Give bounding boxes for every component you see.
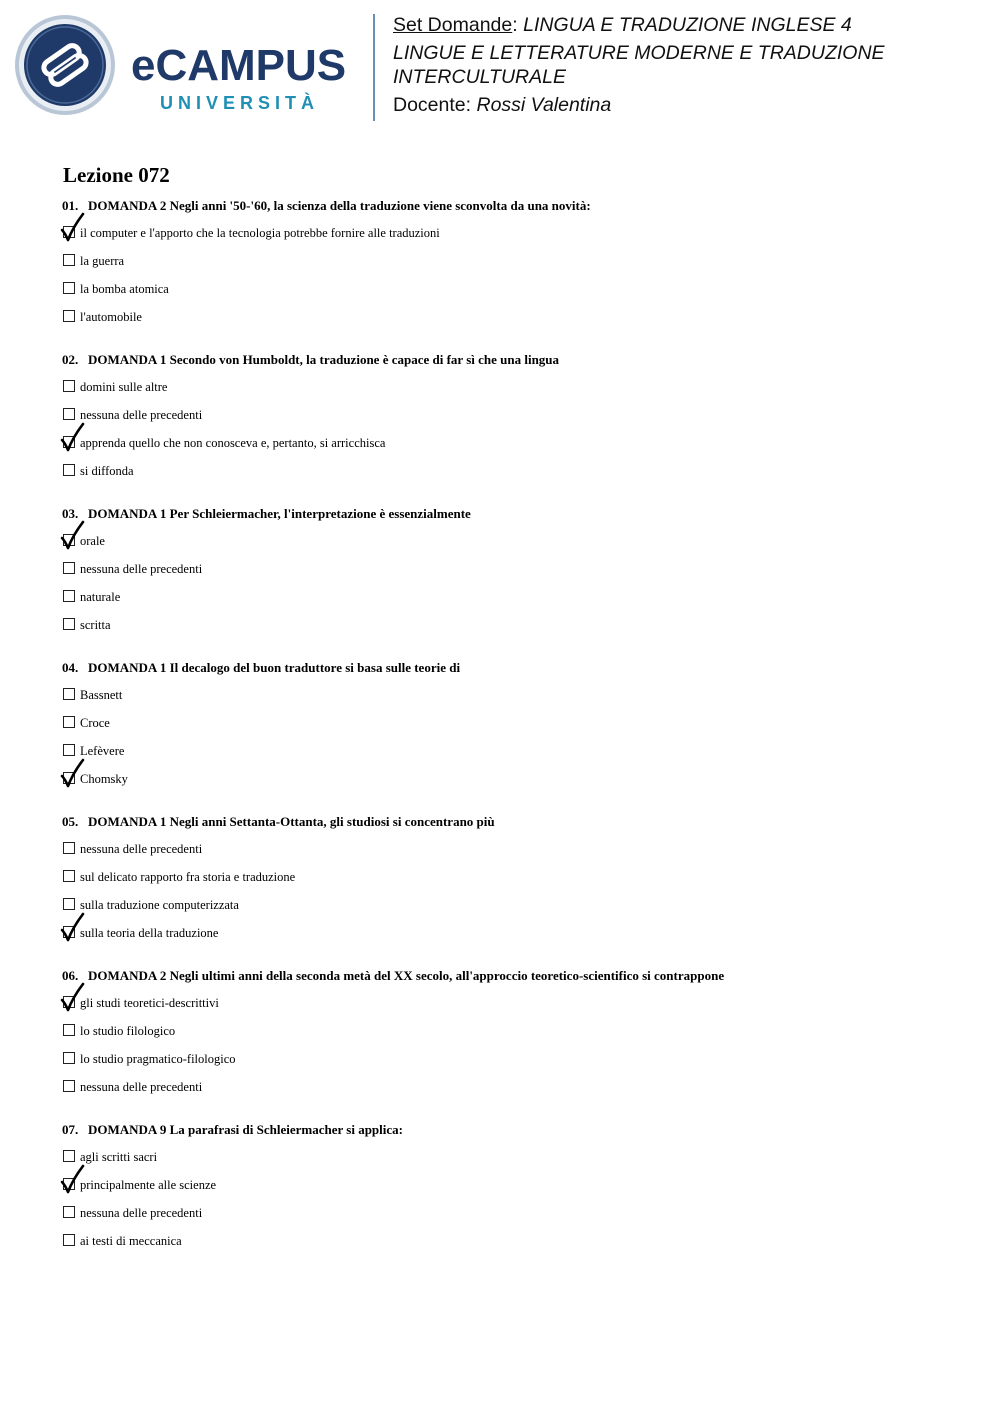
answer-option-label: nessuna delle precedenti	[80, 562, 203, 576]
checkmark-icon	[60, 211, 86, 245]
checkbox-icon[interactable]	[63, 744, 75, 756]
checkmark-icon	[60, 757, 86, 791]
question-5	[62, 812, 962, 951]
checkbox-icon[interactable]	[63, 408, 75, 420]
checkbox-icon[interactable]	[63, 1206, 75, 1218]
checkbox-icon[interactable]	[63, 1080, 75, 1092]
answer-option[interactable]	[62, 531, 962, 559]
question-2	[62, 350, 962, 489]
question-text: DOMANDA 1 Secondo von Humboldt, la traduzione è capace di far sì che una lingua	[88, 352, 560, 367]
document-header	[0, 0, 1000, 130]
checkbox-icon[interactable]	[63, 1052, 75, 1064]
checkmark-icon	[60, 981, 86, 1015]
answer-option-label: naturale	[80, 590, 121, 604]
question-title	[62, 196, 962, 216]
answer-option-label: sulla teoria della traduzione	[80, 926, 219, 940]
answer-option[interactable]	[62, 1021, 962, 1049]
answer-option[interactable]	[62, 307, 962, 335]
answer-option-label: nessuna delle precedenti	[80, 1080, 203, 1094]
checkbox-icon[interactable]	[63, 1234, 75, 1246]
answer-option[interactable]	[62, 993, 962, 1021]
checkbox-icon[interactable]	[63, 870, 75, 882]
answer-option[interactable]	[62, 685, 962, 713]
answer-option-label: gli studi teoretici-descrittivi	[80, 996, 219, 1010]
answer-option-label: l'automobile	[80, 310, 142, 324]
answer-option[interactable]	[62, 251, 962, 279]
answer-option[interactable]	[62, 839, 962, 867]
question-number: 06.	[62, 968, 79, 983]
answer-option[interactable]	[62, 377, 962, 405]
checkbox-icon[interactable]	[63, 688, 75, 700]
answer-option[interactable]	[62, 1231, 962, 1259]
answer-option-label: Chomsky	[80, 772, 128, 786]
question-number: 03.	[62, 506, 79, 521]
answer-option-label: Lefèvere	[80, 744, 125, 758]
degree-line-2: INTERCULTURALE	[393, 66, 566, 88]
teacher-label: Docente:	[393, 93, 472, 116]
answer-option[interactable]	[62, 1049, 962, 1077]
answer-option-label: principalmente alle scienze	[80, 1178, 217, 1192]
question-number: 05.	[62, 814, 79, 829]
checkbox-icon[interactable]	[63, 310, 75, 322]
checkmark-icon	[60, 911, 86, 945]
question-text: DOMANDA 2 Negli anni '50-'60, la scienza della traduzione viene sconvolta da una novità:	[88, 198, 591, 213]
degree-line-1: LINGUE E LETTERATURE MODERNE E TRADUZIONE	[393, 41, 885, 64]
answer-option-label: Bassnett	[80, 688, 123, 702]
answer-option-label: si diffonda	[80, 464, 134, 478]
answer-option-label: Croce	[80, 716, 110, 730]
checkbox-icon[interactable]	[63, 590, 75, 602]
answer-option-label: agli scritti sacri	[80, 1150, 158, 1164]
answer-option[interactable]	[62, 433, 962, 461]
checkmark-icon	[60, 421, 86, 455]
answer-option-label: sul delicato rapporto fra storia e traduzione	[80, 870, 296, 884]
question-1	[62, 196, 962, 335]
answer-option-label: la bomba atomica	[80, 282, 169, 296]
answer-option[interactable]	[62, 223, 962, 251]
logo-wordmark: eCAMPUS	[131, 41, 347, 90]
question-number: 02.	[62, 352, 79, 367]
header-info	[393, 13, 993, 117]
question-7	[62, 1120, 962, 1259]
answer-option-label: la guerra	[80, 254, 125, 268]
answer-option-label: sulla traduzione computerizzata	[80, 898, 239, 912]
answer-option-label: nessuna delle precedenti	[80, 1206, 203, 1220]
answer-option-label: nessuna delle precedenti	[80, 408, 203, 422]
question-title	[62, 504, 962, 524]
header-divider	[373, 14, 375, 121]
set-label: Set Domande	[393, 14, 513, 36]
checkbox-icon[interactable]	[63, 254, 75, 266]
set-colon: :	[512, 14, 518, 36]
question-text: DOMANDA 9 La parafrasi di Schleiermacher si applica:	[88, 1122, 403, 1137]
checkbox-icon[interactable]	[63, 562, 75, 574]
answer-option[interactable]	[62, 587, 962, 615]
answer-option[interactable]	[62, 279, 962, 307]
checkbox-icon[interactable]	[63, 464, 75, 476]
question-number: 04.	[62, 660, 79, 675]
question-title	[62, 812, 962, 832]
course-title: LINGUA E TRADUZIONE INGLESE 4	[523, 14, 852, 36]
answer-option[interactable]	[62, 713, 962, 741]
checkbox-icon[interactable]	[63, 898, 75, 910]
answer-option[interactable]	[62, 741, 962, 769]
question-text: DOMANDA 1 Il decalogo del buon traduttore si basa sulle teorie di	[88, 660, 461, 675]
checkbox-icon[interactable]	[63, 1024, 75, 1036]
logo-graphic	[14, 14, 359, 118]
question-number: 07.	[62, 1122, 79, 1137]
answer-option-label: apprenda quello che non conosceva e, pertanto, si arricchisca	[80, 436, 386, 450]
answer-option-label: orale	[80, 534, 105, 548]
logo-subtitle: UNIVERSITÀ	[160, 93, 320, 113]
question-text: DOMANDA 2 Negli ultimi anni della seconda metà del XX secolo, all'approccio teoretico-scientifico si contrappone	[88, 968, 725, 983]
answer-option[interactable]	[62, 559, 962, 587]
answer-option[interactable]	[62, 895, 962, 923]
answer-option-label: il computer e l'apporto che la tecnologia potrebbe fornire alle traduzioni	[80, 226, 440, 240]
question-title	[62, 1120, 962, 1140]
question-text: DOMANDA 1 Per Schleiermacher, l'interpretazione è essenzialmente	[88, 506, 471, 521]
checkbox-icon[interactable]	[63, 1150, 75, 1162]
question-title	[62, 350, 962, 370]
answer-option[interactable]	[62, 1147, 962, 1175]
teacher-line	[393, 93, 993, 118]
question-6	[62, 966, 962, 1105]
checkbox-icon[interactable]	[63, 380, 75, 392]
checkmark-icon	[60, 519, 86, 553]
answer-option[interactable]	[62, 923, 962, 951]
answer-option-label: scritta	[80, 618, 111, 632]
answer-option-label: lo studio filologico	[80, 1024, 176, 1038]
answer-option[interactable]	[62, 461, 962, 489]
question-list	[62, 196, 962, 1259]
answer-option[interactable]	[62, 1175, 962, 1203]
checkbox-icon[interactable]	[63, 282, 75, 294]
checkmark-icon	[60, 1163, 86, 1197]
question-title	[62, 966, 962, 986]
lesson-title: Lezione 072	[63, 163, 170, 187]
answer-option[interactable]	[62, 1077, 962, 1105]
answer-option-label: lo studio pragmatico-filologico	[80, 1052, 236, 1066]
ecampus-logo	[14, 14, 359, 118]
question-3	[62, 504, 962, 643]
answer-option[interactable]	[62, 769, 962, 797]
quiz-content	[62, 160, 962, 1274]
checkbox-icon[interactable]	[63, 716, 75, 728]
teacher-name: Rossi Valentina	[476, 93, 612, 116]
answer-option-label: ai testi di meccanica	[80, 1234, 182, 1248]
question-text: DOMANDA 1 Negli anni Settanta-Ottanta, gli studiosi si concentrano più	[88, 814, 495, 829]
question-number: 01.	[62, 198, 79, 213]
checkbox-icon[interactable]	[63, 618, 75, 630]
answer-option[interactable]	[62, 867, 962, 895]
question-4	[62, 658, 962, 797]
answer-option[interactable]	[62, 615, 962, 643]
question-title	[62, 658, 962, 678]
answer-option-label: nessuna delle precedenti	[80, 842, 203, 856]
answer-option[interactable]	[62, 1203, 962, 1231]
course-line	[393, 13, 993, 38]
answer-option-label: domini sulle altre	[80, 380, 168, 394]
answer-option[interactable]	[62, 405, 962, 433]
checkbox-icon[interactable]	[63, 842, 75, 854]
